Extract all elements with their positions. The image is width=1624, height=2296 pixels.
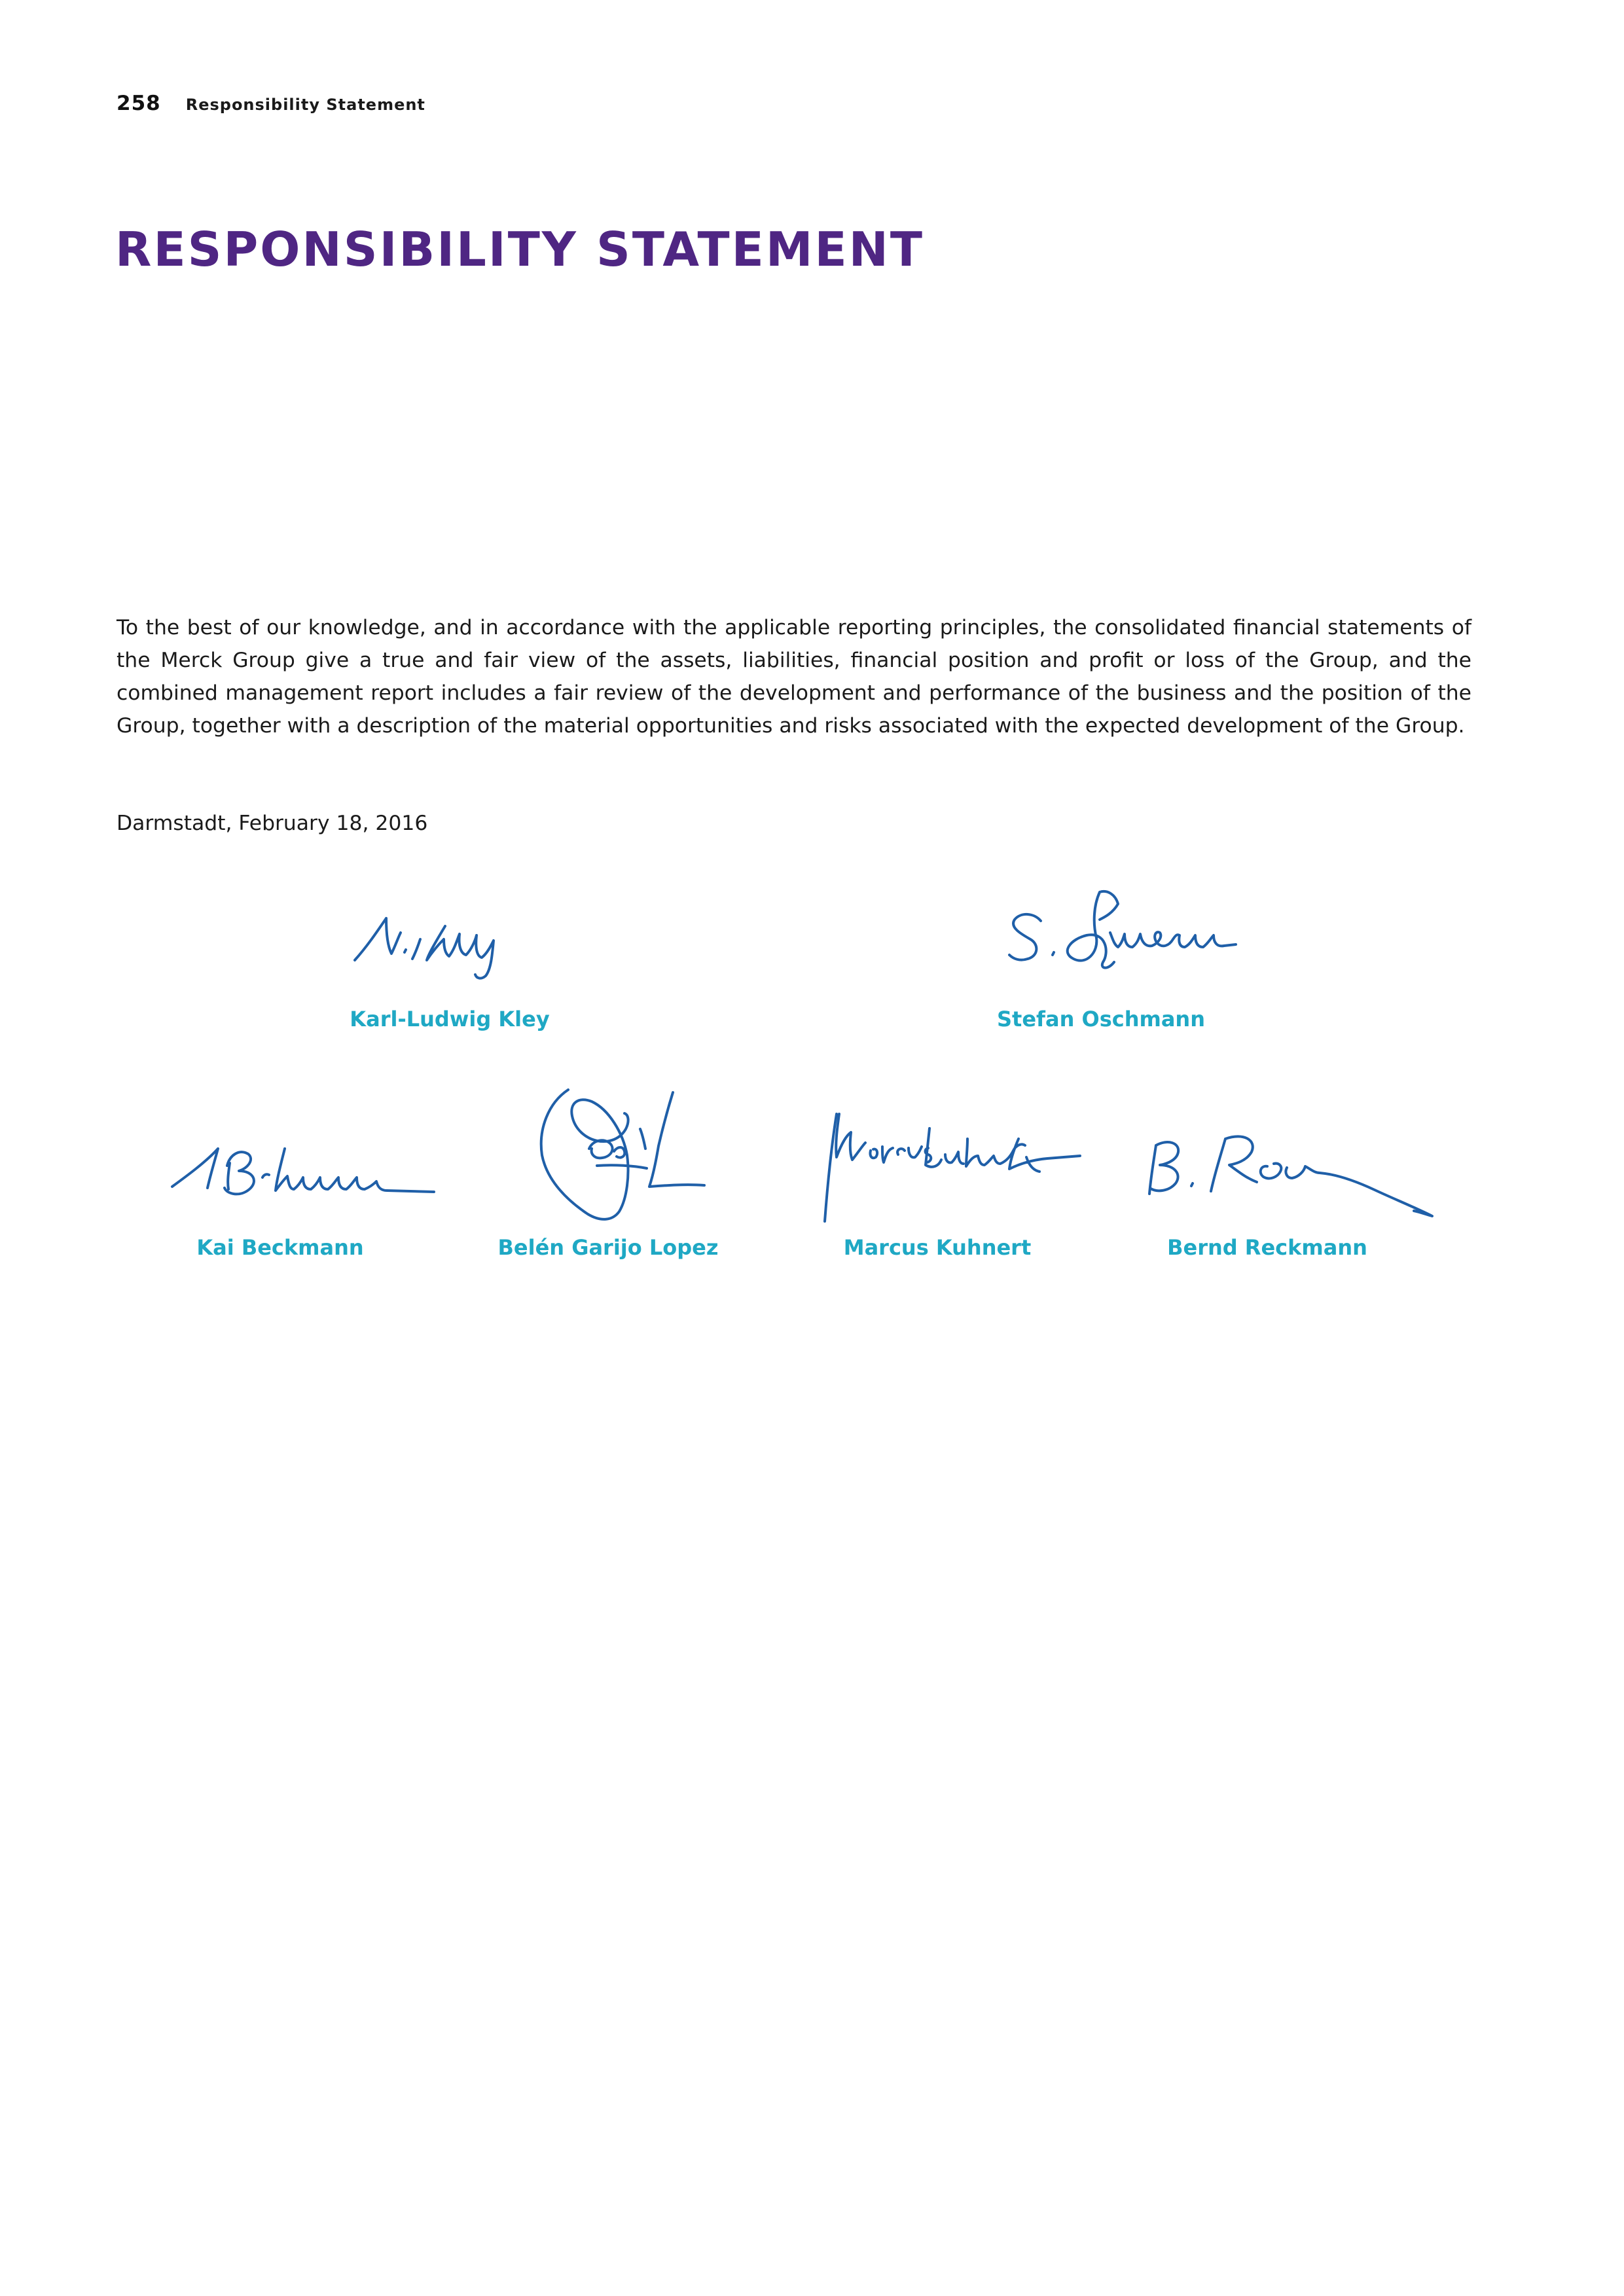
signatory-name-kley: Karl-Ludwig Kley xyxy=(350,1007,550,1031)
signatory-name-oschmann: Stefan Oschmann xyxy=(997,1007,1205,1031)
signatory-name-kuhnert: Marcus Kuhnert xyxy=(843,1235,1032,1260)
signature-garijo-lopez xyxy=(529,1083,719,1234)
signature-beckmann xyxy=(167,1129,442,1214)
signature-kuhnert xyxy=(817,1106,1092,1230)
page-title: RESPONSIBILITY STATEMENT xyxy=(115,222,925,277)
signatory-name-beckmann: Kai Beckmann xyxy=(196,1235,364,1260)
signature-oschmann xyxy=(995,887,1270,992)
signatory-name-garijo-lopez: Belén Garijo Lopez xyxy=(497,1235,719,1260)
signatory-name-reckmann: Bernd Reckmann xyxy=(1167,1235,1367,1260)
place-and-date: Darmstadt, February 18, 2016 xyxy=(117,812,428,835)
running-section-title: Responsibility Statement xyxy=(185,96,425,114)
page-number: 258 xyxy=(117,92,161,115)
statement-paragraph: To the best of our knowledge, and in accordance with the applicable reporting principles, the consolidated financial statements of the Merck Group give a true and fair view of the assets, liabilities, financial position and profit or loss of the Group, and the combined management report includes a fair review of the development and performance of the business and the position of the Group, together with a description of the material opportunities and risks associated with the expected development of the Group. xyxy=(117,616,1471,738)
signature-kley xyxy=(347,906,583,985)
signature-reckmann xyxy=(1139,1126,1440,1230)
running-header xyxy=(117,92,425,118)
